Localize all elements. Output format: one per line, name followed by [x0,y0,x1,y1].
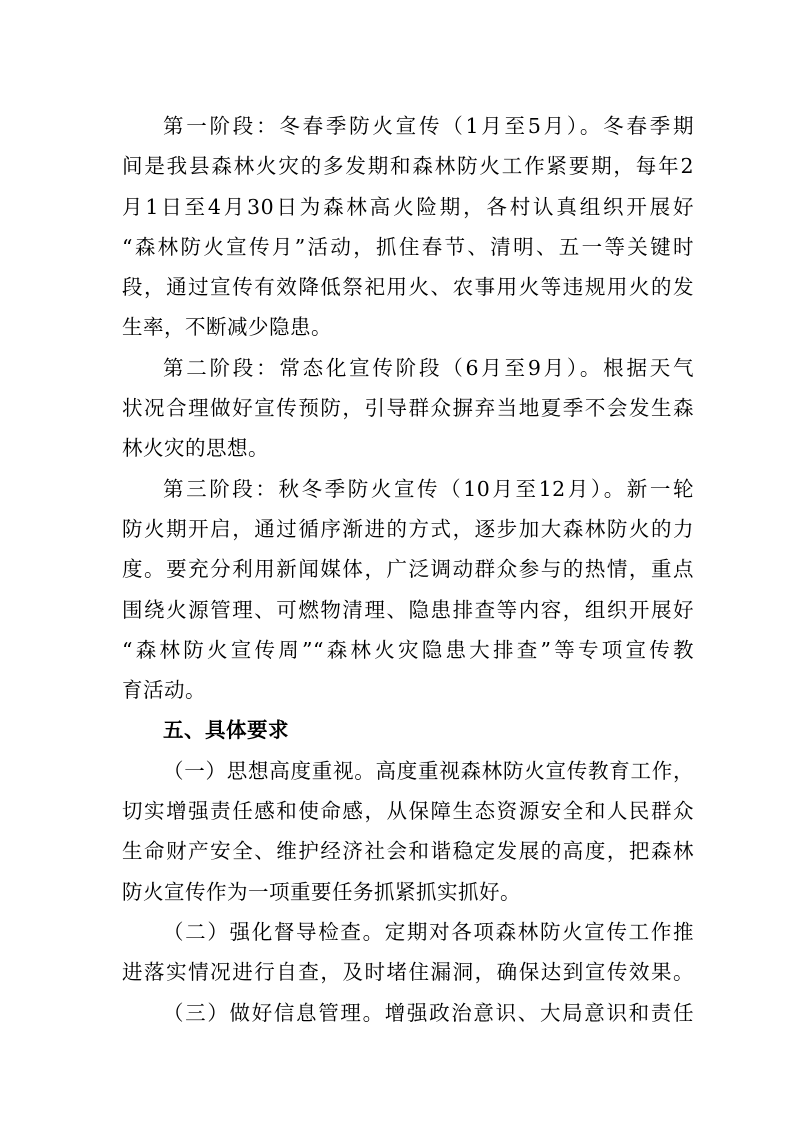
paragraph-stage-1-line: “森林防火宣传月”活动，抓住春节、清明、五一等关键时 [122,234,694,259]
paragraph-req-1-line: 防火宣传作为一项重要任务抓紧抓实抓好。 [122,879,521,904]
paragraph-stage-3-line: “森林防火宣传周”“森林火灾隐患大排查”等专项宣传教 [122,637,694,662]
paragraph-stage-1-line: 间是我县森林火灾的多发期和森林防火工作紧要期，每年2 [122,154,694,179]
paragraph-req-2-line: （二）强化督导检查。定期对各项森林防火宣传工作推 [163,919,694,944]
paragraph-stage-3-line: 育活动。 [122,678,206,703]
paragraph-req-2-line: 进落实情况进行自查，及时堵住漏洞，确保达到宣传效果。 [122,960,694,985]
paragraph-stage-1-line: 生率，不断减少隐患。 [122,315,332,340]
paragraph-stage-2-line: 第二阶段：常态化宣传阶段（6月至9月）。根据天气 [163,355,694,380]
paragraph-stage-1-line: 月1日至4月30日为森林高火险期，各村认真组织开展好 [122,194,694,219]
paragraph-stage-3-line: 围绕火源管理、可燃物清理、隐患排查等内容，组织开展好 [122,597,694,622]
document-body [122,106,694,1033]
paragraph-stage-3-line: 度。要充分利用新闻媒体，广泛调动群众参与的热情，重点 [122,557,694,582]
section-heading: 五、具体要求 [163,718,289,743]
paragraph-req-1-line: （一）思想高度重视。高度重视森林防火宣传教育工作， [163,758,694,783]
paragraph-stage-1-line: 第一阶段：冬春季防火宣传（1月至5月）。冬春季期 [163,114,694,138]
paragraph-req-1-line: 切实增强责任感和使命感，从保障生态资源安全和人民群众 [122,799,694,824]
paragraph-stage-3-line: 防火期开启，通过循序渐进的方式，逐步加大森林防火的力 [122,516,694,541]
paragraph-stage-1-line: 段，通过宣传有效降低祭祀用火、农事用火等违规用火的发 [122,275,694,300]
paragraph-stage-2-line: 状况合理做好宣传预防，引导群众摒弃当地夏季不会发生森 [122,396,694,421]
paragraph-stage-2-line: 林火灾的思想。 [122,436,269,461]
paragraph-stage-3-line: 第三阶段：秋冬季防火宣传（10月至12月）。新一轮 [163,476,694,501]
paragraph-req-1-line: 生命财产安全、维护经济社会和谐稳定发展的高度，把森林 [122,839,694,864]
paragraph-req-3-line: （三）做好信息管理。增强政治意识、大局意识和责任 [163,1000,694,1025]
